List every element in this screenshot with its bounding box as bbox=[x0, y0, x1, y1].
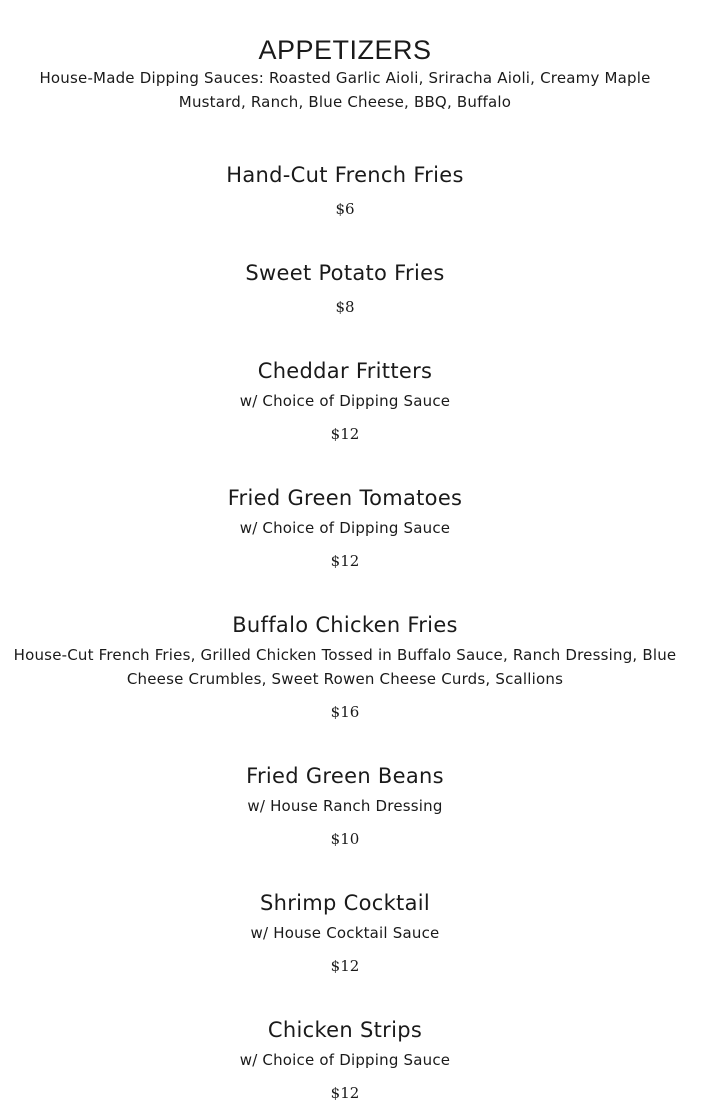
menu-item-price: $12 bbox=[330, 1084, 360, 1102]
menu-item-description: w/ Choice of Dipping Sauce bbox=[239, 392, 451, 410]
menu-item-price: $6 bbox=[335, 200, 355, 218]
menu-item-description: w/ Choice of Dipping Sauce bbox=[239, 1051, 451, 1069]
menu-item-price: $10 bbox=[330, 830, 360, 848]
menu-item-name: Shrimp Cocktail bbox=[259, 891, 431, 915]
menu-item-price: $12 bbox=[330, 552, 360, 570]
menu-section-title: APPETIZERS bbox=[258, 35, 432, 65]
menu-item-name: Hand-Cut French Fries bbox=[226, 163, 464, 187]
menu-item-name: Cheddar Fritters bbox=[257, 359, 433, 383]
menu-item-price: $12 bbox=[330, 425, 360, 443]
menu-item-price: $12 bbox=[330, 957, 360, 975]
menu-item-description: House-Cut French Fries, Grilled Chicken Tossed in Buffalo Sauce, Ranch Dressing, Blue Cheese Crumbles, Sweet Rowen Cheese Curds, Scallions bbox=[13, 646, 677, 688]
menu-item-name: Buffalo Chicken Fries bbox=[232, 613, 458, 637]
menu-item-name: Sweet Potato Fries bbox=[245, 261, 445, 285]
menu-item-name: Fried Green Beans bbox=[246, 764, 444, 788]
dipping-sauces-note: House-Made Dipping Sauces: Roasted Garlic Aioli, Sriracha Aioli, Creamy Maple Mustard, Ranch, Blue Cheese, BBQ, Buffalo bbox=[39, 69, 651, 111]
menu-item-price: $8 bbox=[335, 298, 355, 316]
menu-item-name: Chicken Strips bbox=[267, 1018, 423, 1042]
menu-item-name: Fried Green Tomatoes bbox=[227, 486, 463, 510]
menu-item-price: $16 bbox=[330, 703, 360, 721]
menu-item-description: w/ Choice of Dipping Sauce bbox=[239, 519, 451, 537]
menu-item-description: w/ House Ranch Dressing bbox=[247, 797, 443, 815]
menu-item-description: w/ House Cocktail Sauce bbox=[250, 924, 440, 942]
